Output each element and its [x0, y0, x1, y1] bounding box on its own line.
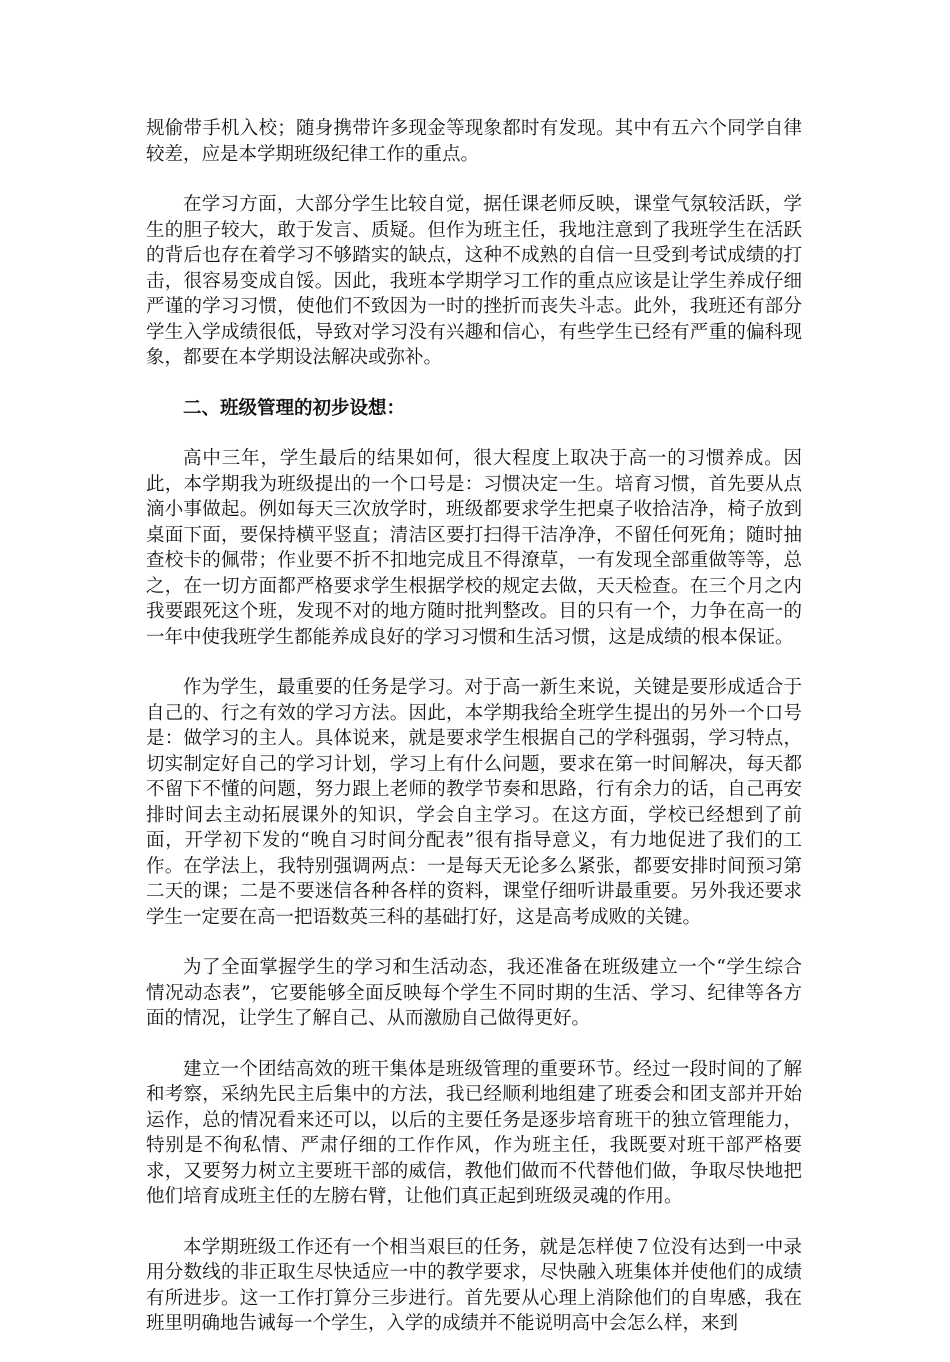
- paragraph-habits: 高中三年，学生最后的结果如何，很大程度上取决于高一的习惯养成。因此，本学期我为班级提出的一个口号是：习惯决定一生。培育习惯，首先要从点滴小事做起。例如每天三次放学时，班级都要求学生把桌子收拾洁净，椅子放到桌面下面，要保持横平竖直；清洁区要打扫得干洁净净，不留任何死角；随时抽查校卡的佩带；作业要不折不扣地完成且不得潦草，一有发现全部重做等等，总之，在一切方面都严格要求学生根据学校的规定去做，天天检查。在三个月之内我要跟死这个班，发现不对的地方随时批判整改。目的只有一个，力争在高一的一年中使我班学生都能养成良好的学习习惯和生活习惯，这是成绩的根本保证。: [146, 448, 802, 648]
- paragraph-dynamic-table: 为了全面掌握学生的学习和生活动态，我还准备在班级建立一个“学生综合情况动态表”，它要能够全面反映每个学生不同时期的生活、学习、纪律等各方面的情况，让学生了解自己、从而激励自己做得更好。: [146, 957, 802, 1029]
- document-page: [146, 116, 802, 1362]
- section-heading: 二、班级管理的初步设想：: [183, 397, 406, 419]
- paragraph-learning-methods: 作为学生，最重要的任务是学习。对于高一新生来说，关键是要形成适合于自己的、行之有效的学习方法。因此，本学期我给全班学生提出的另外一个口号是：做学习的主人。具体说来，就是要求学生根据自己的学科强弱，学习特点，切实制定好自己的学习计划，学习上有什么问题，要求在第一时间解决，每天都不留下不懂的问题，努力跟上老师的教学节奏和思路，行有余力的话，自己再安排时间去主动拓展课外的知识，学会自主学习。在这方面，学校已经想到了前面，开学初下发的“晚自习时间分配表”很有指导意义，有力地促进了我们的工作。在学法上，我特别强调两点：一是每天无论多么紧张，都要安排时间预习第二天的课；二是不要迷信各种各样的资料，课堂仔细听讲最重要。另外我还要求学生一定要在高一把语数英三科的基础打好，这是高考成败的关键。: [146, 677, 802, 928]
- paragraph-non-regular-students: 本学期班级工作还有一个相当艰巨的任务，就是怎样使７位没有达到一中录用分数线的非正取生尽快适应一中的教学要求，尽快融入班集体并使他们的成绩有所进步。这一工作打算分三步进行。首先要从心理上消除他们的自卑感，我在班里明确地告诫每一个学生，入学的成绩并不能说明高中会怎么样，来到: [146, 1236, 802, 1334]
- paragraph-class-cadres: 建立一个团结高效的班干集体是班级管理的重要环节。经过一段时间的了解和考察，采纳先民主后集中的方法，我已经顺利地组建了班委会和团支部并开始运作，总的情况看来还可以，以后的主要任务是逐步培育班干的独立管理能力，特别是不徇私情、严肃仔细的工作作风，作为班主任，我既要对班干部严格要求，又要努力树立主要班干部的威信，教他们做而不代替他们做，争取尽快地把他们培育成班主任的左膀右臂，让他们真正起到班级灵魂的作用。: [146, 1058, 802, 1207]
- paragraph-study: 在学习方面，大部分学生比较自觉，据任课老师反映，课堂气氛较活跃，学生的胆子较大，敢于发言、质疑。但作为班主任，我地注意到了我班学生在活跃的背后也存在着学习不够踏实的缺点，这种不成熟的自信一旦受到考试成绩的打击，很容易变成自馁。因此，我班本学期学习工作的重点应该是让学生养成仔细严谨的学习习惯，使他们不致因为一时的挫折而丧失斗志。此外，我班还有部分学生入学成绩很低，导致对学习没有兴趣和信心，有些学生已经有严重的偏科现象，都要在本学期设法解决或弥补。: [146, 194, 802, 368]
- paragraph-discipline: 规偷带手机入校；随身携带许多现金等现象都时有发现。其中有五六个同学自律较差，应是本学期班级纪律工作的重点。: [146, 118, 802, 165]
